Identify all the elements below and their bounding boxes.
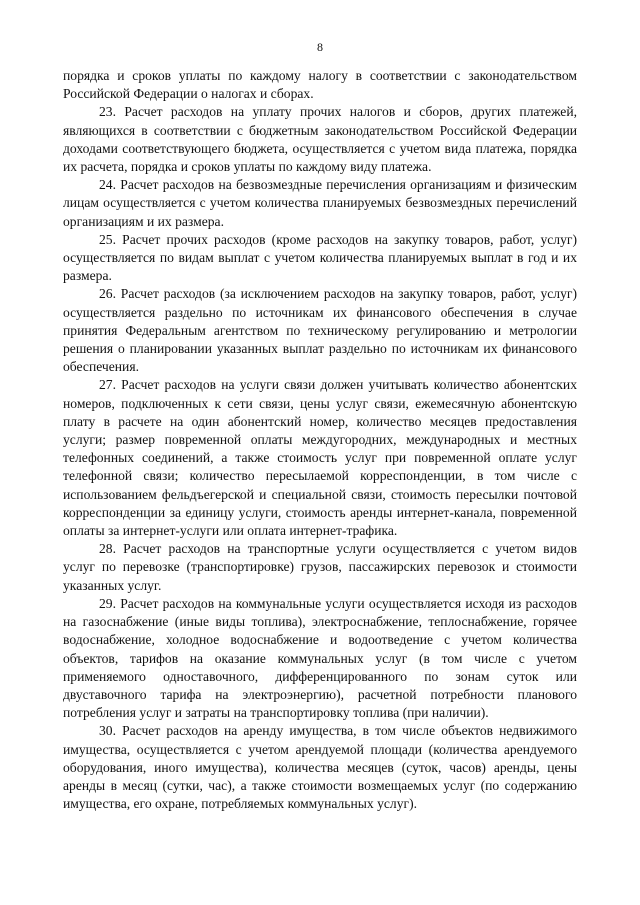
paragraph-24: 24. Расчет расходов на безвозмездные перечисления организациям и физическим лицам осуществляется с учетом количества планируемых безвозмездных перечислений организациям и их размера. bbox=[63, 177, 577, 229]
paragraph-27: 27. Расчет расходов на услуги связи должен учитывать количество абонентских номеров, подключенных к сети связи, цены услуг связи, ежемесячную абонентскую плату в расчете на один абонентский номер, количество месяцев предоставления услуги; размер повременной оплаты междугородних, международных и местных телефонных соединений, а также стоимость услуг при повременной оплате услуг телефонной связи; количество пересылаемой корреспонденции, в том числе с использованием фельдъегерской и специальной связи, стоимость пересылки почтовой корреспонденции за единицу услуги, стоимость аренды интернет-канала, повременной оплаты за интернет-услуги или оплата интернет-трафика. bbox=[63, 377, 577, 539]
paragraph-29: 29. Расчет расходов на коммунальные услуги осуществляется исходя из расходов на газоснабжение (иные виды топлива), электроснабжение, теплоснабжение, горячее водоснабжение, холодное водоснабжение и водоотведение с учетом количества объектов, тарифов на оказание коммунальных услуг (в том числе с учетом применяемого одноставочного, дифференцированного по зонам суток или двуставочного тарифа на электроэнергию), расчетной потребности планового потребления услуг и затраты на транспортировку топлива (при наличии). bbox=[63, 595, 577, 721]
page-number: 8 bbox=[317, 40, 323, 54]
paragraph-30: 30. Расчет расходов на аренду имущества, в том числе объектов недвижимого имущества, осуществляется с учетом арендуемой площади (количества арендуемого оборудования, иного имущества), количества месяцев (суток, часов) аренды, цены аренды в месяц (сутки, час), а также стоимости возмещаемых услуг (по содержанию имущества, его охране, потребляемых коммунальных услуг). bbox=[63, 723, 577, 812]
paragraph-28: 28. Расчет расходов на транспортные услуги осуществляется с учетом видов услуг по перевозке (транспортировке) грузов, пассажирских перевозок и стоимости указанных услуг. bbox=[63, 541, 577, 593]
paragraph-23: 23. Расчет расходов на уплату прочих налогов и сборов, других платежей, являющихся в соответствии с бюджетным законодательством Российской Федерации доходами соответствующего бюджета, осуществляется с учетом вида платежа, порядка их расчета, порядка и сроков уплаты по каждому виду платежа. bbox=[63, 104, 577, 175]
paragraph-25: 25. Расчет прочих расходов (кроме расходов на закупку товаров, работ, услуг) осуществляется по видам выплат с учетом количества планируемых выплат в год и их размера. bbox=[63, 231, 577, 284]
document-body bbox=[63, 67, 577, 813]
paragraph-26: 26. Расчет расходов (за исключением расходов на закупку товаров, работ, услуг) осуществляется раздельно по источникам их финансового обеспечения в случае принятия Федеральным агентством по техническому регулированию и метрологии решения о планировании указанных выплат раздельно по источникам их финансового обеспечения. bbox=[63, 286, 577, 375]
paragraph-continuation: порядка и сроков уплаты по каждому налогу в соответствии с законодательством Российской Федерации о налогах и сборах. bbox=[63, 68, 577, 102]
